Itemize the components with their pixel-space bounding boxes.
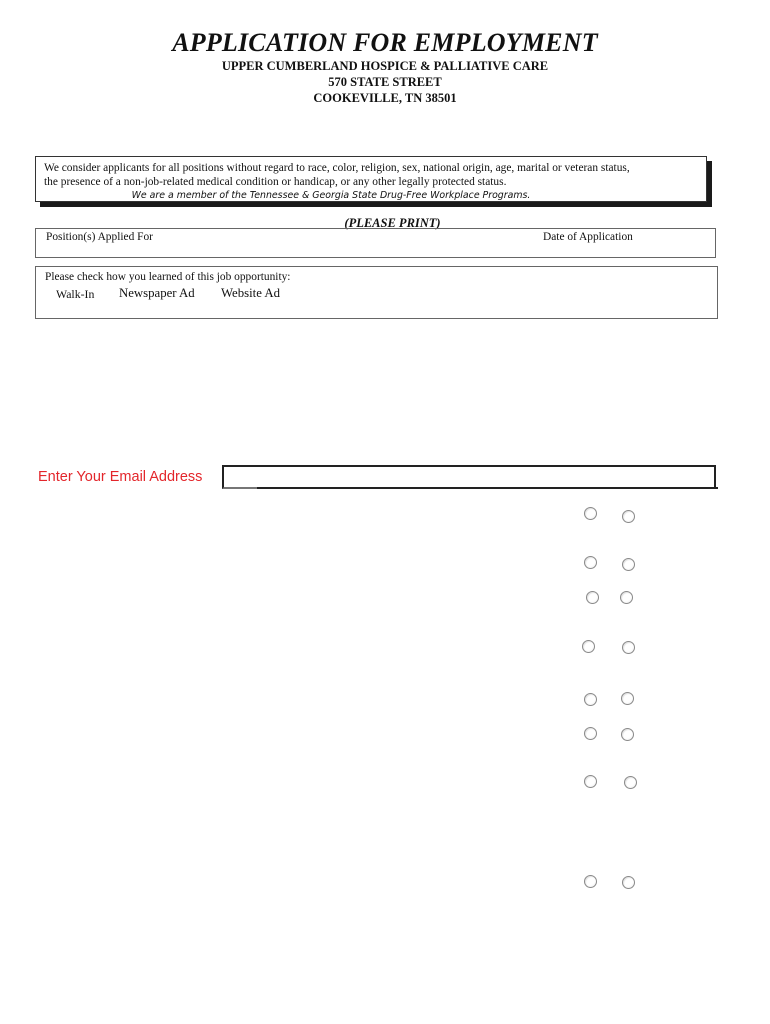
job-source-question: Please check how you learned of this job opportunity: xyxy=(45,271,291,283)
eeo-notice-box xyxy=(35,156,707,202)
option-walk-in[interactable]: Walk-In xyxy=(56,287,95,301)
org-name: UPPER CUMBERLAND HOSPICE & PALLIATIVE CARE xyxy=(221,59,549,73)
radio-yes-1[interactable] xyxy=(584,507,597,520)
radio-no-1[interactable] xyxy=(622,510,635,523)
radio-no-2[interactable] xyxy=(622,558,635,571)
option-newspaper-ad[interactable]: Newspaper Ad xyxy=(119,286,195,300)
date-of-application-label: Date of Application xyxy=(543,231,633,243)
page-title: APPLICATION FOR EMPLOYMENT xyxy=(172,28,598,57)
notice-drug-free: We are a member of the Tennessee & Georgia State Drug-Free Workplace Programs. xyxy=(131,190,531,201)
radio-yes-4[interactable] xyxy=(582,640,595,653)
radio-yes-8[interactable] xyxy=(584,875,597,888)
email-underline xyxy=(257,487,718,489)
option-website-ad[interactable]: Website Ad xyxy=(221,286,281,300)
radio-yes-5[interactable] xyxy=(584,693,597,706)
notice-line-1: We consider applicants for all positions without regard to race, color, religion, sex, national origin, age, marital or veteran status, xyxy=(44,162,630,174)
notice-line-2: the presence of a non-job-related medical condition or handicap, or any other legally protected status. xyxy=(44,175,507,188)
radio-no-3[interactable] xyxy=(620,591,633,604)
org-city: COOKEVILLE, TN 38501 xyxy=(313,91,457,105)
radio-no-4[interactable] xyxy=(622,641,635,654)
radio-yes-6[interactable] xyxy=(584,727,597,740)
radio-no-8[interactable] xyxy=(622,876,635,889)
org-street: 570 STATE STREET xyxy=(328,75,442,89)
radio-yes-7[interactable] xyxy=(584,775,597,788)
radio-no-6[interactable] xyxy=(621,728,634,741)
email-label: Enter Your Email Address xyxy=(38,469,203,485)
job-source-box xyxy=(35,266,718,319)
please-print-heading: (PLEASE PRINT) xyxy=(344,216,441,230)
position-label: Position(s) Applied For xyxy=(46,231,153,243)
radio-no-5[interactable] xyxy=(621,692,634,705)
radio-no-7[interactable] xyxy=(624,776,637,789)
radio-yes-2[interactable] xyxy=(584,556,597,569)
radio-yes-3[interactable] xyxy=(586,591,599,604)
email-input[interactable] xyxy=(222,465,716,489)
position-field-box[interactable] xyxy=(35,228,716,258)
